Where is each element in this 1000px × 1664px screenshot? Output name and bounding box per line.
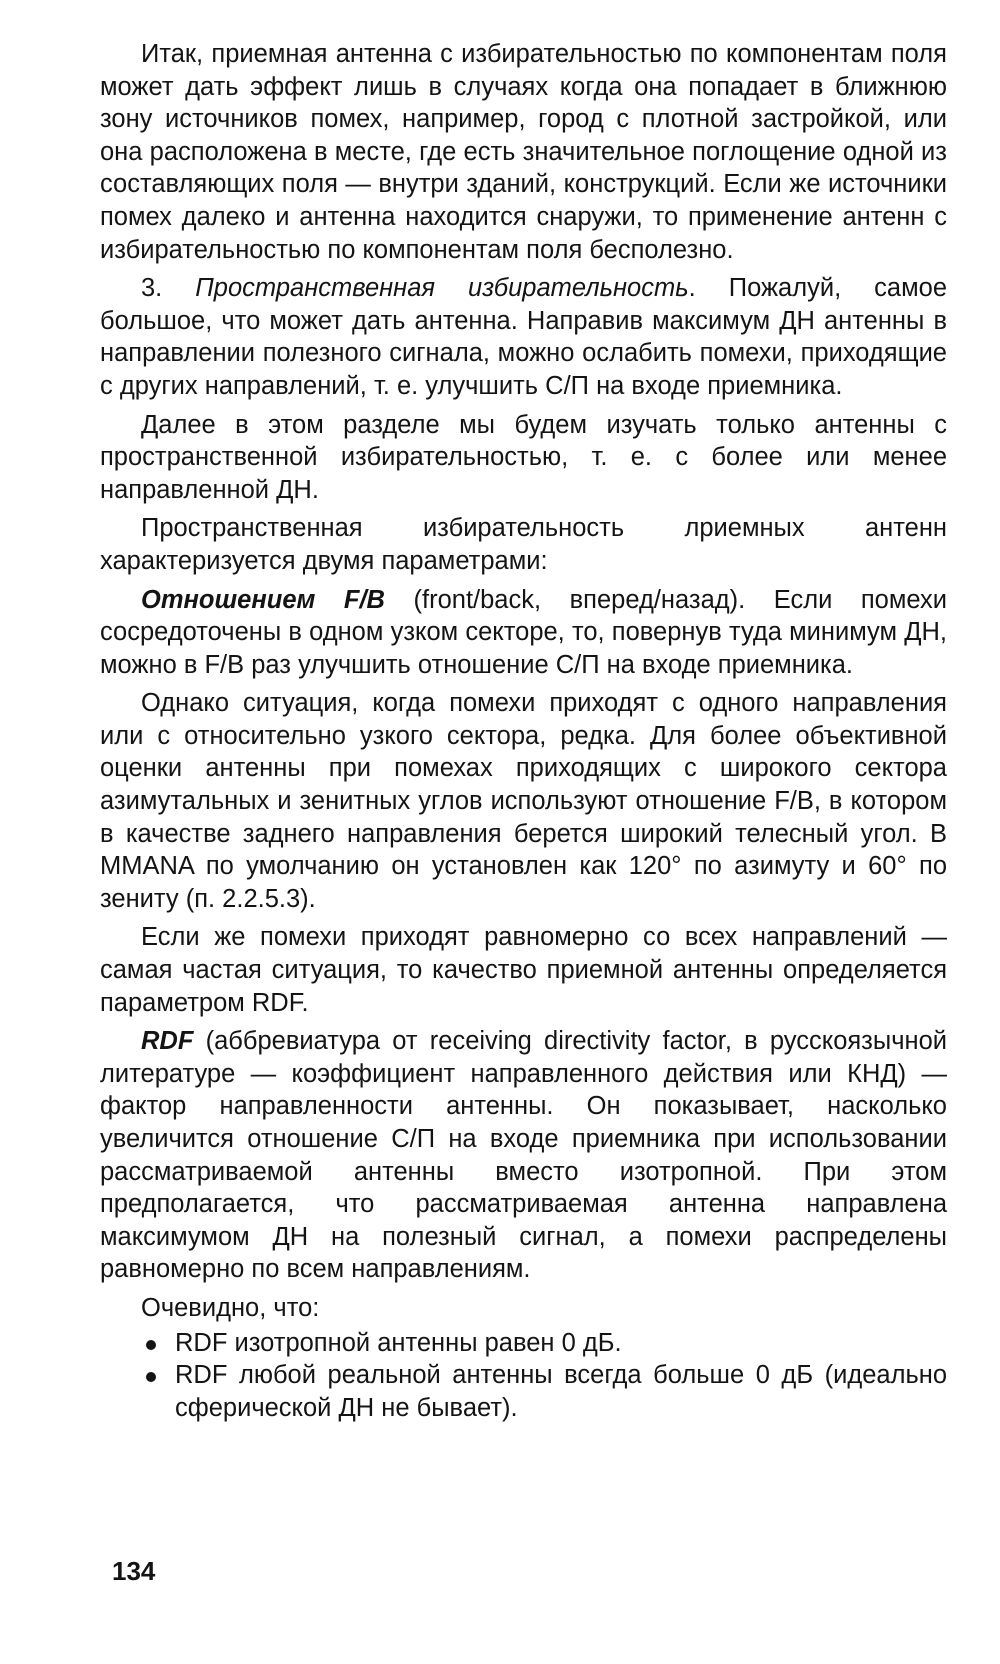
paragraph-section-scope <box>100 409 947 507</box>
paragraph-field-selectivity <box>100 38 947 266</box>
paragraph-rdf <box>100 1025 947 1286</box>
list-item <box>175 1359 947 1424</box>
paragraph-fb-ratio <box>100 584 947 682</box>
paragraph-uniform-noise <box>100 921 947 1019</box>
paragraph-text: Итак, приемная антенна с избирательностью по компонентам поля может дать эффект лишь в случаях когда она попадает в ближнюю зону источников помех, например, город с плотной застройкой, или она расположена в месте, где есть значительное поглощение одной из составляющих поля — внутри зданий, конструкций. Если же источники помех далеко и антенна находится снаружи, то применение антенн с избирательностью по компонентам поля бесполезно. <box>100 40 947 264</box>
term-spatial-selectivity: Пространственная избирательность <box>195 274 689 303</box>
bullet-list <box>100 1327 947 1425</box>
list-item-text: RDF любой реальной антенны всегда больше 0 дБ (идеально сферической ДН не бывает). <box>175 1361 947 1422</box>
paragraph-text: Однако ситуация, когда помехи приходят с одного направления или с относительно узкого сектора, редка. Для более объективной оценки антенны при помехах приходящих с широкого сектора азимутальных и зенитных углов используют отношение F/B, в котором в качестве заднего направления берется широкий телесный угол. В MMANA по умолчанию он установлен как 120° по азимуту и 60° по зениту (п. 2.2.5.3). <box>100 689 947 913</box>
paragraph-text: Далее в этом разделе мы будем изучать только антенны с пространственной избирательностью, т. е. с более или менее направленной ДН. <box>100 410 947 504</box>
list-number: 3. <box>141 274 196 303</box>
term-rdf: RDF <box>141 1027 194 1056</box>
paragraph-obviously <box>100 1292 947 1325</box>
list-item <box>175 1327 947 1360</box>
paragraph-text: Очевидно, что: <box>141 1293 320 1322</box>
paragraph-text: (аббревиатура от receiving directivity factor, в русскоязычной литературе — коэффициент направленного действия или КНД) — фактор направленности антенны. Он показывает, насколько увеличится отношение С/П на входе приемника при использовании рассматриваемой антенны вместо изотропной. При этом предполагается, что рассматриваемая антенна направлена максимумом ДН на полезный сигнал, а помехи распределены равномерно по всем направлениям. <box>100 1027 947 1284</box>
bullet-icon <box>146 1372 156 1382</box>
paragraph-text: Если же помехи приходят равномерно со всех направлений — самая частая ситуация, то качество приемной антенны определяется параметром RDF. <box>100 923 947 1017</box>
paragraph-wide-sector <box>100 687 947 915</box>
paragraph-text: (front/back, вперед/назад). Если помехи сосредоточены в одном узком секторе, то, повернув туда минимум ДН, можно в F/B раз улучшить отношение С/П на входе приемника. <box>100 585 948 679</box>
term-fb-ratio: Отношением F/B <box>141 585 385 614</box>
paragraph-two-parameters <box>100 512 947 577</box>
paragraph-text: . Пожалуй, самое большое, что может дать антенна. Направив максимум ДН антенны в направлении полезного сигнала, можно ослабить помехи, приходящие с других направлений, т. е. улучшить С/П на входе приемника. <box>100 274 947 400</box>
paragraph-spatial-selectivity <box>100 272 947 402</box>
paragraph-text: Пространственная избирательность лриемных антенн характеризуется двумя параметрами: <box>100 514 947 575</box>
page-text <box>100 38 947 1424</box>
page-number: 134 <box>112 1556 156 1586</box>
list-item-text: RDF изотропной антенны равен 0 дБ. <box>175 1328 622 1357</box>
bullet-icon <box>146 1340 156 1350</box>
